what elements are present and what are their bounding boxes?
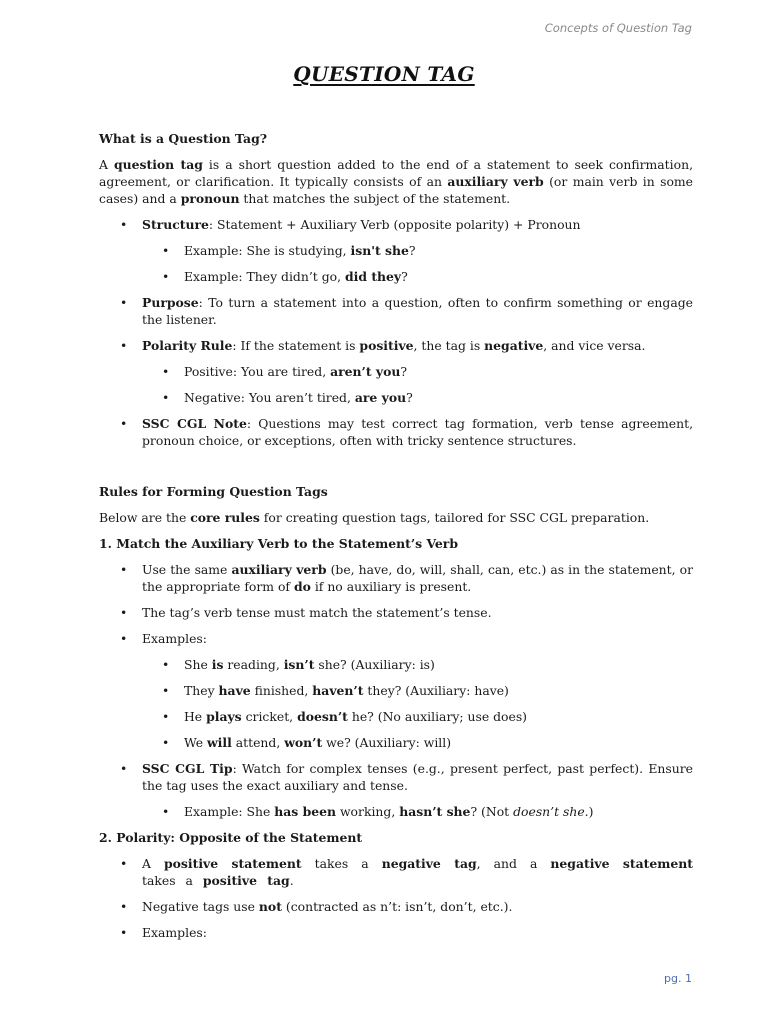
text-run: Example: They didn’t go,: [184, 269, 345, 284]
list-item: [99, 294, 693, 328]
section-gap: [99, 458, 693, 483]
sub-list-item: [142, 389, 693, 406]
text-run: (or main verb in some cases) and a: [99, 174, 694, 206]
rule-1-heading: 1. Match the Auxiliary Verb to the Statement’s Verb: [99, 536, 458, 551]
text-run: A: [142, 856, 164, 871]
list-item: [99, 216, 693, 285]
text-run: that matches the subject of the statement.: [239, 191, 511, 206]
list-item: [99, 630, 693, 751]
bold-text: isn’t: [283, 657, 315, 672]
bold-text: won’t: [284, 735, 323, 750]
bold-text: aren’t you: [330, 364, 401, 379]
bold-text: is: [211, 657, 224, 672]
bullet-icon: •: [120, 416, 128, 431]
sub-list-item-text: [184, 735, 451, 750]
sub-list-item-text: [184, 364, 407, 379]
text-run: Example: She: [184, 804, 275, 819]
text-run: : Watch for complex tenses (e.g., present perfect, past perfect). Ensure the tag uses the exact auxiliary and tense.: [142, 761, 693, 793]
text-run: : Statement + Auxiliary Verb (opposite polarity) + Pronoun: [208, 217, 581, 232]
text-run: ?: [408, 243, 416, 258]
text-run: , the tag is: [413, 338, 485, 353]
bold-text: Structure: [142, 217, 209, 232]
text-run: She: [184, 657, 212, 672]
page-number: pg. 1: [664, 972, 692, 985]
sub-list: [142, 242, 693, 285]
sub-list-item: [142, 363, 693, 380]
text-run: Use the same: [142, 562, 232, 577]
text-run: : Questions may test correct tag formation, verb tense agreement, pronoun choice, or exceptions, often with tricky sentence structures.: [142, 416, 694, 448]
bold-text: positive statement: [164, 856, 302, 871]
bullet-icon: •: [120, 856, 128, 871]
text-run: Example: She is studying,: [184, 243, 351, 258]
list-item-text: [142, 416, 693, 448]
list-item: [99, 415, 693, 449]
bullet-icon: •: [162, 683, 170, 698]
bullet-icon: •: [120, 217, 128, 232]
bullet-icon: •: [162, 390, 170, 405]
list-item: [99, 924, 693, 941]
bold-text: not: [258, 899, 282, 914]
list-item: [99, 855, 693, 889]
rules-intro-paragraph: [99, 509, 693, 526]
text-run: They: [184, 683, 219, 698]
sub-list: [142, 803, 693, 820]
sub-list-item-text: [184, 804, 593, 819]
sub-list-item-text: [184, 243, 416, 258]
bullet-icon: •: [120, 605, 128, 620]
text-run: attend,: [231, 735, 285, 750]
text-run: he? (No auxiliary; use does): [347, 709, 528, 724]
bold-text: question tag: [113, 157, 203, 172]
text-run: Examples:: [142, 631, 207, 646]
text-run: Negative: You aren’t tired,: [184, 390, 355, 405]
list-item-text: [142, 856, 693, 888]
bold-text: have: [218, 683, 251, 698]
text-run: for creating question tags, tailored for SSC CGL preparation.: [259, 510, 650, 525]
bullet-icon: •: [120, 899, 128, 914]
bold-text: Purpose: [142, 295, 199, 310]
sub-list: [142, 363, 693, 406]
list-item-text: [142, 338, 645, 353]
text-run: : If the statement is: [232, 338, 360, 353]
text-run: .: [289, 873, 294, 888]
text-run: if no auxiliary is present.: [310, 579, 472, 594]
sub-list-item-text: [184, 683, 509, 698]
bold-text: positive: [359, 338, 414, 353]
sub-list-item: [142, 656, 693, 673]
bullet-icon: •: [162, 243, 170, 258]
bullet-icon: •: [120, 631, 128, 646]
bold-text: negative statement: [550, 856, 693, 871]
text-run: We: [184, 735, 207, 750]
text-run: Positive: You are tired,: [184, 364, 331, 379]
text-run: ? (Not: [470, 804, 514, 819]
sub-list-item: [142, 268, 693, 285]
section-heading-what-is: What is a Question Tag?: [99, 131, 267, 146]
document-body: [99, 130, 693, 950]
bold-text: doesn’t: [297, 709, 348, 724]
bold-text: did they: [344, 269, 402, 284]
bold-text: isn't she: [350, 243, 409, 258]
bold-text: are you: [354, 390, 407, 405]
list-item: [99, 898, 693, 915]
text-run: ): [588, 804, 594, 819]
bold-text: negative tag: [381, 856, 477, 871]
bold-text: hasn’t she: [399, 804, 471, 819]
rule-1-list: [99, 561, 693, 820]
text-run: she? (Auxiliary: is): [314, 657, 435, 672]
list-item: [99, 337, 693, 406]
sub-list-item: [142, 708, 693, 725]
bullet-icon: •: [120, 925, 128, 940]
bullet-icon: •: [162, 735, 170, 750]
sub-list-item-text: [184, 657, 435, 672]
text-run: we? (Auxiliary: will): [322, 735, 452, 750]
list-item-text: [142, 295, 693, 327]
sub-list-item: [142, 242, 693, 259]
italic-text: doesn’t she.: [513, 804, 589, 819]
rule-2-list: [99, 855, 693, 941]
text-run: The tag’s verb tense must match the statement’s tense.: [142, 605, 492, 620]
bold-text: plays: [206, 709, 242, 724]
list-item: [99, 760, 693, 820]
bullet-icon: •: [162, 269, 170, 284]
text-run: cricket,: [241, 709, 298, 724]
text-run: , and vice versa.: [543, 338, 646, 353]
list-item-text: [142, 925, 207, 940]
bullet-icon: •: [120, 338, 128, 353]
definition-list: [99, 216, 693, 449]
text-run: ?: [401, 269, 408, 284]
bullet-icon: •: [162, 804, 170, 819]
text-run: takes a: [301, 856, 382, 871]
intro-paragraph: [99, 156, 693, 207]
sub-list-item-text: [184, 390, 413, 405]
list-item: [99, 561, 693, 595]
bold-text: auxiliary verb: [447, 174, 544, 189]
text-run: (contracted as n’t: isn’t, don’t, etc.).: [281, 899, 513, 914]
bullet-icon: •: [162, 657, 170, 672]
bold-text: core rules: [190, 510, 260, 525]
bold-text: do: [293, 579, 311, 594]
list-item: [99, 604, 693, 621]
text-run: He: [184, 709, 207, 724]
text-run: reading,: [223, 657, 284, 672]
bullet-icon: •: [162, 364, 170, 379]
sub-list-item-text: [184, 709, 527, 724]
bullet-icon: •: [162, 709, 170, 724]
text-run: ?: [400, 364, 408, 379]
sub-list-item-text: [184, 269, 408, 284]
bold-text: SSC CGL Note: [142, 416, 247, 431]
text-run: : To turn a statement into a question, often to confirm something or engage the listener.: [142, 295, 693, 327]
text-run: Negative tags use: [142, 899, 259, 914]
list-item-text: [142, 899, 512, 914]
bullet-icon: •: [120, 761, 128, 776]
sub-list-item: [142, 682, 693, 699]
sub-list-item: [142, 734, 693, 751]
bold-text: has been: [274, 804, 337, 819]
bold-text: pronoun: [180, 191, 240, 206]
text-run: is a short question added to the end of a statement to seek confirmation, agreement, or clarification. It typically consists of an: [99, 157, 694, 189]
rule-2-heading: 2. Polarity: Opposite of the Statement: [99, 830, 363, 845]
list-item-text: [142, 217, 581, 232]
bold-text: will: [207, 735, 232, 750]
text-run: , and a: [476, 856, 551, 871]
bold-text: positive tag: [202, 873, 290, 888]
page-title: QUESTION TAG: [293, 62, 475, 86]
list-item-text: [142, 605, 492, 620]
bold-text: auxiliary verb: [231, 562, 327, 577]
running-header: Concepts of Question Tag: [544, 21, 692, 35]
text-run: they? (Auxiliary: have): [363, 683, 509, 698]
list-item-text: [142, 631, 207, 646]
section-heading-rules: Rules for Forming Question Tags: [99, 484, 328, 499]
text-run: working,: [336, 804, 400, 819]
text-run: finished,: [250, 683, 313, 698]
text-run: Examples:: [142, 925, 207, 940]
text-run: (be, have, do, will, shall, can, etc.) as in the statement, or the appropriate form of: [142, 562, 694, 594]
text-run: ?: [406, 390, 413, 405]
bold-text: haven’t: [312, 683, 364, 698]
text-run: A: [99, 157, 114, 172]
text-run: Below are the: [99, 510, 191, 525]
bold-text: Polarity Rule: [142, 338, 233, 353]
list-item-text: [142, 562, 693, 594]
bold-text: negative: [484, 338, 544, 353]
bold-text: SSC CGL Tip: [142, 761, 233, 776]
bullet-icon: •: [120, 295, 128, 310]
sub-list: [142, 656, 693, 751]
sub-list-item: [142, 803, 693, 820]
list-item-text: [142, 761, 693, 793]
text-run: takes a: [142, 873, 203, 888]
bullet-icon: •: [120, 562, 128, 577]
